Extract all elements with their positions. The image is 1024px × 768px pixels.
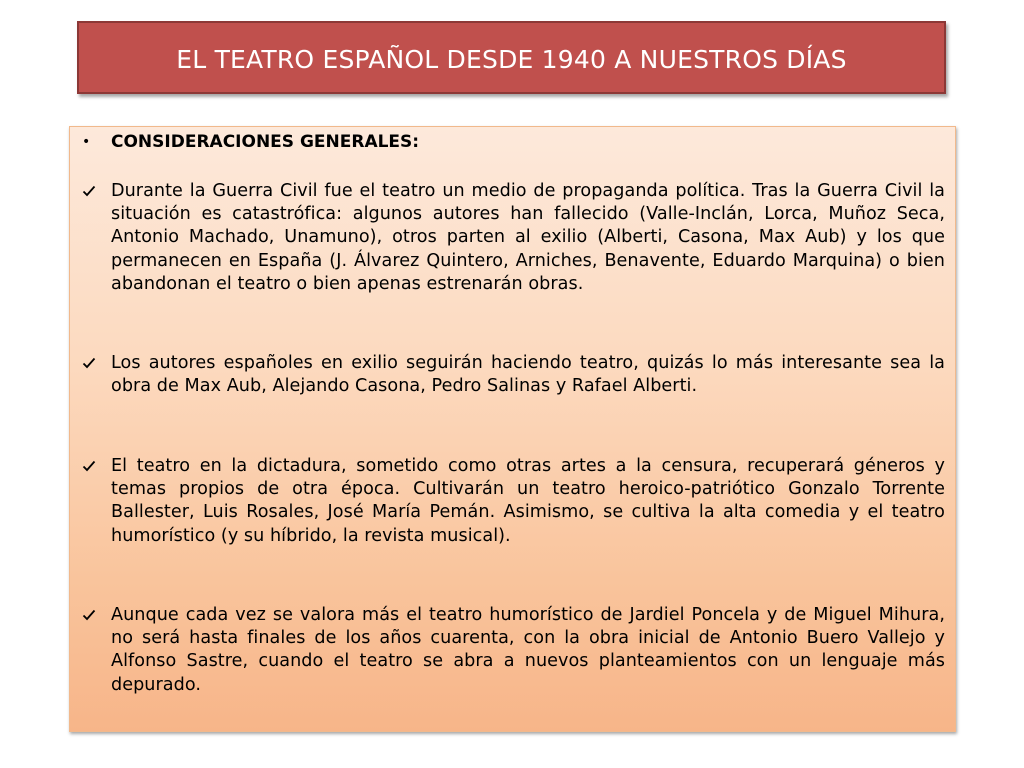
- content-panel: [69, 126, 956, 732]
- check-mark-icon: [70, 180, 111, 204]
- list-item: [70, 604, 945, 697]
- title-banner: [77, 21, 946, 94]
- check-mark-icon: [70, 455, 111, 479]
- list-item: [70, 455, 945, 548]
- slide-title: EL TEATRO ESPAÑOL DESDE 1940 A NUESTROS DÍAS: [176, 45, 847, 74]
- list-item-text: Aunque cada vez se valora más el teatro humorístico de Jardiel Poncela y de Miguel Mihura, no será hasta finales de los años cuarenta, con la obra inicial de Antonio Buero Vallejo y Alfonso Sastre, cuando el teatro se abra a nuevos planteamientos con un lenguaje más depurado.: [111, 605, 945, 695]
- list-item: [70, 352, 945, 398]
- check-mark-icon: [70, 352, 111, 376]
- list-item-text: El teatro en la dictadura, sometido como otras artes a la censura, recuperará géneros y temas propios de otra época. Cultivarán un teatro heroico-patriótico Gonzalo Torrente Ballester, Luis Rosales, José María Pemán. Asimismo, se cultiva la alta comedia y el teatro humorístico (y su híbrido, la revista musical).: [111, 456, 945, 546]
- section-header: [70, 131, 419, 153]
- section-header-label: CONSIDERACIONES GENERALES:: [111, 132, 420, 152]
- list-item-text: Los autores españoles en exilio seguirán haciendo teatro, quizás lo más interesante sea la obra de Max Aub, Alejando Casona, Pedro Salinas y Rafael Alberti.: [111, 353, 945, 397]
- list-item: [70, 180, 945, 296]
- list-item-text: Durante la Guerra Civil fue el teatro un medio de propaganda política. Tras la Guerra Civil la situación es catastrófica: algunos autores han fallecido (Valle-Inclán, Lorca, Muñoz Seca, Antonio Machado, Unamuno), otros parten al exilio (Alberti, Casona, Max Aub) y los que permanecen en España (J. Álvarez Quintero, Arniches, Benavente, Eduardo Marquina) o bien abandonan el teatro o bien apenas estrenarán obras.: [111, 181, 945, 294]
- check-mark-icon: [70, 604, 111, 628]
- bullet-dot-icon: •: [82, 134, 91, 150]
